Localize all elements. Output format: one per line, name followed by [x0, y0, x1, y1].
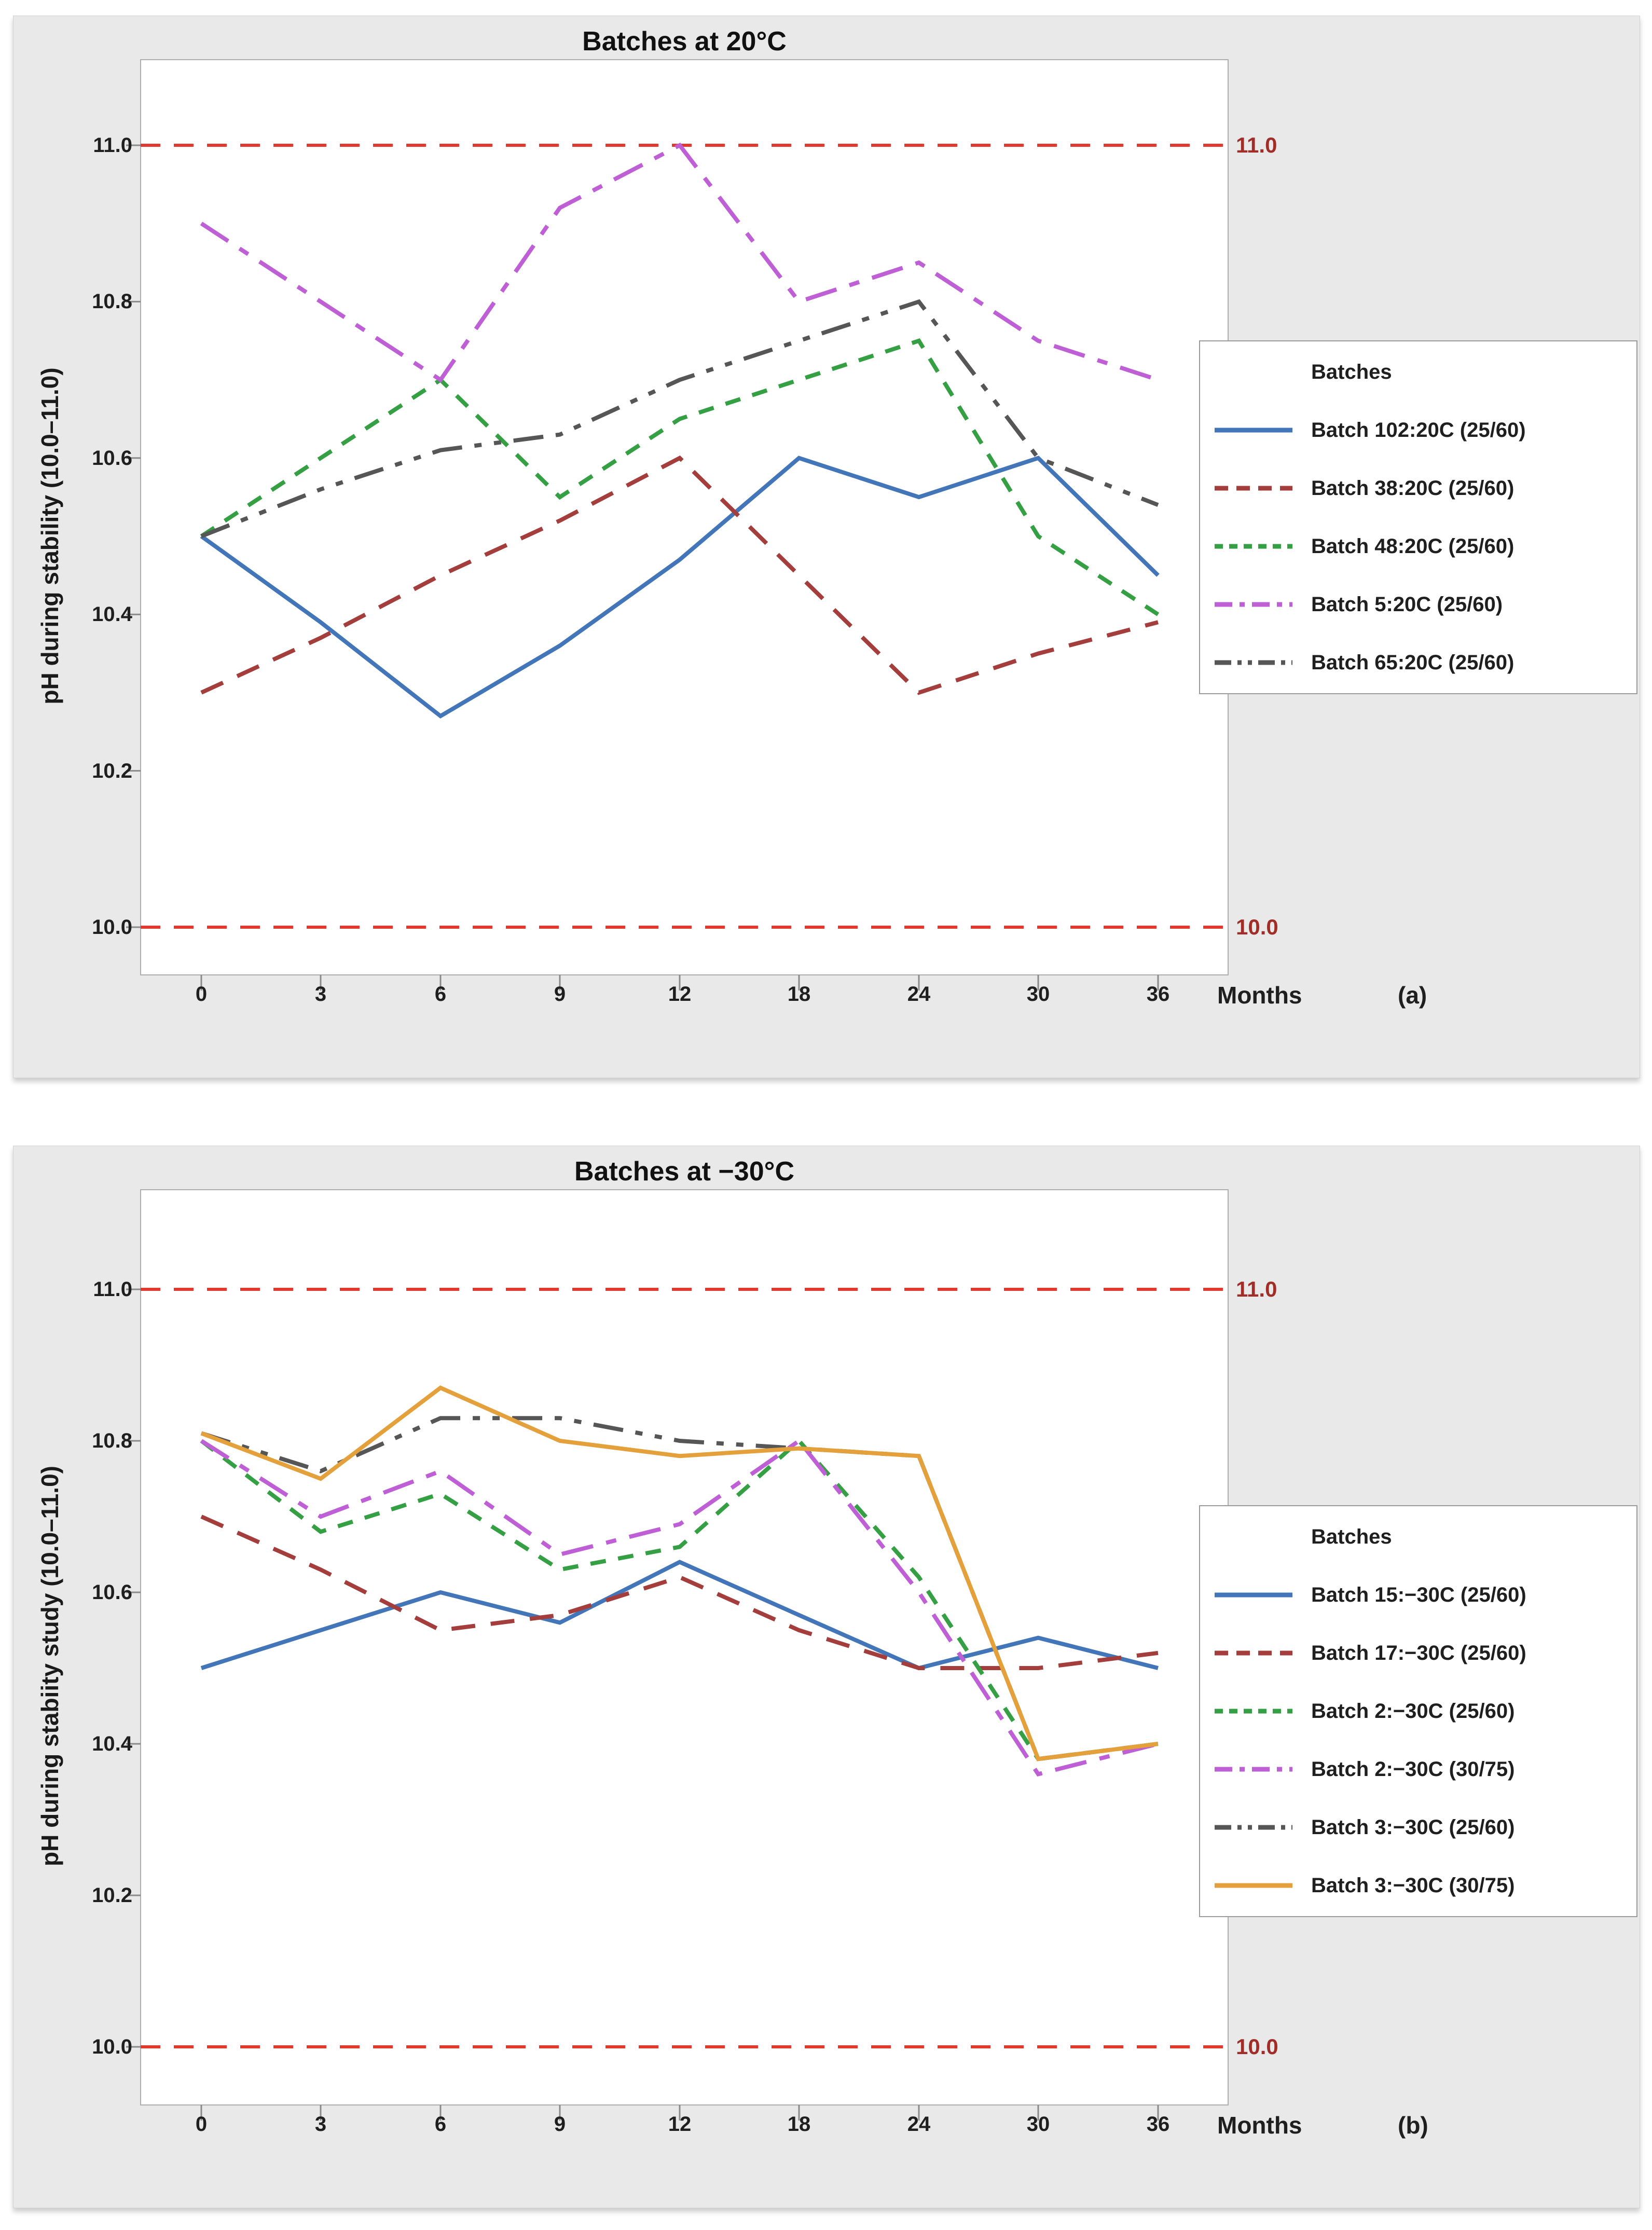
legend-item-label: Batch 48:20C (25/60) — [1311, 535, 1515, 558]
x-axis-title: Months — [1217, 982, 1302, 1009]
legend — [1199, 340, 1637, 694]
legend-item-label: Batch 3:−30C (25/60) — [1311, 1816, 1515, 1839]
y-tick-label: 10.6 — [92, 1581, 132, 1604]
legend-item-label: Batch 15:−30C (25/60) — [1311, 1584, 1526, 1606]
spec-limit-label-low: 10.0 — [1236, 2034, 1278, 2059]
legend-item — [1215, 593, 1624, 616]
legend-line-swatch — [1215, 1824, 1292, 1831]
legend-line-swatch — [1215, 485, 1292, 492]
legend-item-label: Batch 2:−30C (25/60) — [1311, 1700, 1515, 1723]
legend-item-label: Batch 102:20C (25/60) — [1311, 419, 1526, 442]
legend-item-label: Batch 5:20C (25/60) — [1311, 593, 1503, 616]
y-tick-label: 10.4 — [92, 1732, 132, 1755]
x-tick-label: 30 — [1026, 983, 1050, 1006]
spec-limit-label-high: 11.0 — [1236, 133, 1277, 157]
legend-line-swatch — [1215, 543, 1292, 550]
panel-letter: (b) — [1398, 2112, 1428, 2139]
y-axis-title: pH during stabiity study (10.0–11.0) — [36, 1466, 63, 1866]
legend-item-label: Batch 3:−30C (30/75) — [1311, 1874, 1515, 1897]
spec-limit-label-low: 10.0 — [1236, 915, 1278, 939]
legend-line-swatch — [1215, 659, 1292, 666]
x-tick-label: 9 — [554, 983, 566, 1006]
legend-item — [1215, 418, 1624, 442]
legend-item-label: Batch 2:−30C (30/75) — [1311, 1758, 1515, 1781]
legend-item-label: Batch 17:−30C (25/60) — [1311, 1642, 1526, 1664]
legend-item — [1215, 1757, 1624, 1781]
legend-item — [1215, 476, 1624, 500]
legend-line-swatch — [1215, 1708, 1292, 1715]
y-tick-label: 10.4 — [92, 603, 132, 626]
x-tick-label: 30 — [1026, 2113, 1050, 2136]
y-axis-title: pH during stability (10.0–11.0) — [36, 367, 63, 705]
chart-title: Batches at 20°C — [582, 26, 787, 57]
legend-item — [1215, 1641, 1624, 1665]
chart-panel-b — [13, 1146, 1640, 2208]
x-tick-label: 18 — [787, 983, 811, 1006]
x-tick-label: 9 — [554, 2113, 566, 2136]
legend-item-label: Batch 65:20C (25/60) — [1311, 651, 1515, 674]
y-tick-label: 10.8 — [92, 290, 132, 313]
x-tick-label: 36 — [1146, 2113, 1170, 2136]
legend-item — [1215, 651, 1624, 674]
legend-item — [1215, 1699, 1624, 1723]
legend-item — [1215, 1583, 1624, 1607]
x-tick-label: 36 — [1146, 983, 1170, 1006]
legend-line-swatch — [1215, 426, 1292, 434]
legend-title: Batches — [1311, 361, 1392, 383]
legend-line-swatch — [1215, 1882, 1292, 1889]
y-tick-label: 10.0 — [92, 2035, 132, 2058]
legend-line-swatch — [1215, 1766, 1292, 1773]
legend-line-swatch — [1215, 1649, 1292, 1657]
legend-item — [1215, 1815, 1624, 1839]
y-tick-label: 10.2 — [92, 759, 132, 782]
x-tick-label: 0 — [195, 983, 208, 1006]
legend-item — [1215, 534, 1624, 558]
panel-letter: (a) — [1398, 982, 1427, 1009]
x-tick-label: 6 — [434, 2113, 447, 2136]
legend-line-swatch — [1215, 1591, 1292, 1599]
y-tick-label: 10.8 — [92, 1429, 132, 1452]
y-tick-label: 10.2 — [92, 1884, 132, 1907]
chart-title: Batches at −30°C — [574, 1157, 794, 1187]
chart-panel-a — [13, 16, 1640, 1078]
y-tick-label: 11.0 — [93, 1278, 132, 1301]
x-tick-label: 0 — [195, 2113, 208, 2136]
legend-item-label: Batch 38:20C (25/60) — [1311, 477, 1515, 500]
legend-line-swatch — [1215, 601, 1292, 608]
x-axis-title: Months — [1217, 2112, 1302, 2139]
spec-limit-label-high: 11.0 — [1236, 1277, 1277, 1301]
x-tick-label: 18 — [787, 2113, 811, 2136]
legend-title: Batches — [1311, 1525, 1392, 1548]
legend-item — [1215, 1874, 1624, 1897]
x-tick-label: 12 — [668, 2113, 692, 2136]
x-tick-label: 3 — [314, 2113, 327, 2136]
x-tick-label: 24 — [907, 2113, 931, 2136]
y-tick-label: 10.6 — [92, 446, 132, 470]
x-tick-label: 24 — [907, 983, 931, 1006]
y-tick-label: 10.0 — [92, 916, 132, 939]
legend — [1199, 1505, 1637, 1917]
x-tick-label: 6 — [434, 983, 447, 1006]
x-tick-label: 3 — [314, 983, 327, 1006]
y-tick-label: 11.0 — [93, 134, 132, 157]
x-tick-label: 12 — [668, 983, 692, 1006]
